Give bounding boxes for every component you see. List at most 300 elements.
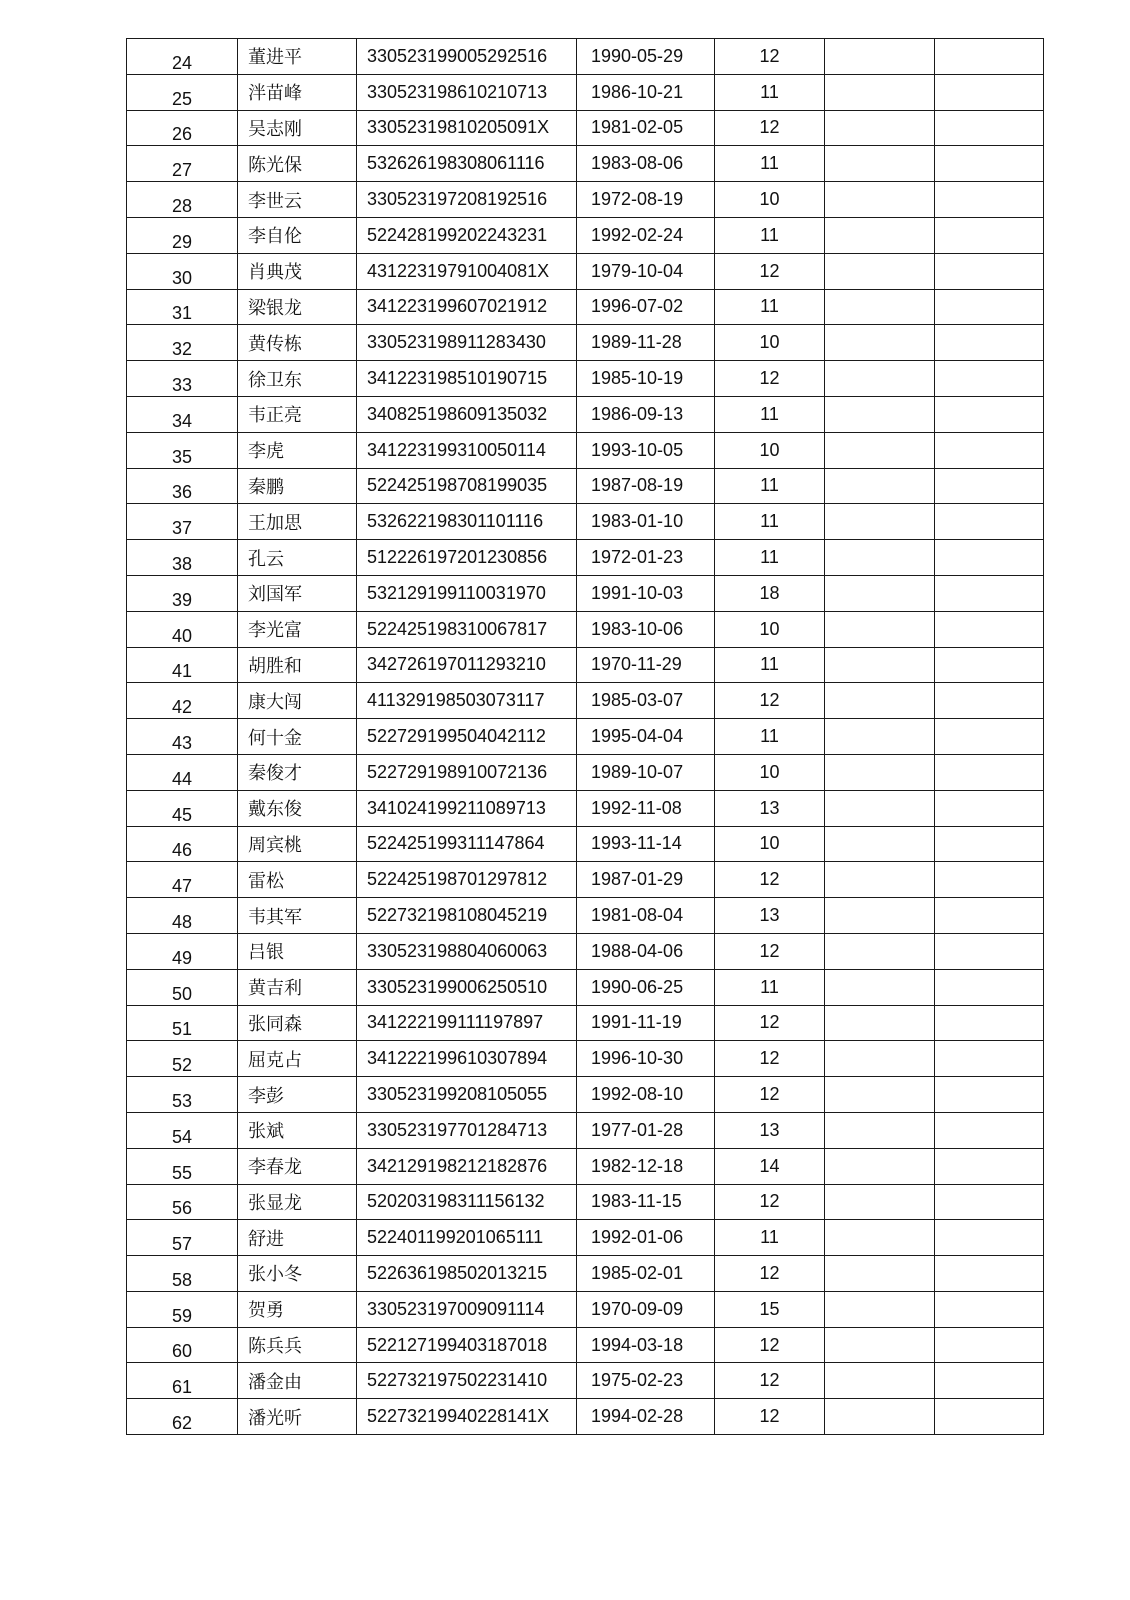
birth-date: 1970-11-29 bbox=[577, 647, 715, 683]
birth-date: 1996-07-02 bbox=[577, 289, 715, 325]
person-name: 李虎 bbox=[238, 432, 357, 468]
count-value: 12 bbox=[715, 933, 825, 969]
blank-cell-7 bbox=[935, 39, 1044, 75]
table-row bbox=[127, 898, 1044, 934]
birth-date: 1983-11-15 bbox=[577, 1184, 715, 1220]
blank-cell-6 bbox=[825, 253, 935, 289]
table-row bbox=[127, 647, 1044, 683]
birth-date: 1986-09-13 bbox=[577, 396, 715, 432]
row-number: 42 bbox=[127, 683, 238, 719]
id-number: 512226197201230856 bbox=[357, 540, 577, 576]
blank-cell-7 bbox=[935, 217, 1044, 253]
count-value: 10 bbox=[715, 826, 825, 862]
blank-cell-7 bbox=[935, 898, 1044, 934]
row-number: 57 bbox=[127, 1220, 238, 1256]
row-number: 27 bbox=[127, 146, 238, 182]
row-number: 49 bbox=[127, 933, 238, 969]
blank-cell-7 bbox=[935, 289, 1044, 325]
id-number: 330523199208105055 bbox=[357, 1077, 577, 1113]
table-row bbox=[127, 1112, 1044, 1148]
person-name: 张显龙 bbox=[238, 1184, 357, 1220]
count-value: 10 bbox=[715, 182, 825, 218]
birth-date: 1995-04-04 bbox=[577, 719, 715, 755]
count-value: 12 bbox=[715, 1399, 825, 1435]
blank-cell-7 bbox=[935, 74, 1044, 110]
table-row bbox=[127, 182, 1044, 218]
row-number: 26 bbox=[127, 110, 238, 146]
person-name: 李春龙 bbox=[238, 1148, 357, 1184]
table-row bbox=[127, 1327, 1044, 1363]
id-number: 341223199310050114 bbox=[357, 432, 577, 468]
blank-cell-7 bbox=[935, 1184, 1044, 1220]
table-row bbox=[127, 1291, 1044, 1327]
blank-cell-7 bbox=[935, 432, 1044, 468]
id-number: 330523199006250510 bbox=[357, 969, 577, 1005]
birth-date: 1977-01-28 bbox=[577, 1112, 715, 1148]
blank-cell-6 bbox=[825, 540, 935, 576]
table-row bbox=[127, 719, 1044, 755]
row-number: 43 bbox=[127, 719, 238, 755]
count-value: 14 bbox=[715, 1148, 825, 1184]
count-value: 11 bbox=[715, 146, 825, 182]
row-number: 36 bbox=[127, 468, 238, 504]
blank-cell-6 bbox=[825, 1041, 935, 1077]
blank-cell-6 bbox=[825, 826, 935, 862]
roster-table bbox=[126, 38, 1044, 1435]
count-value: 18 bbox=[715, 575, 825, 611]
person-name: 何十金 bbox=[238, 719, 357, 755]
person-name: 舒进 bbox=[238, 1220, 357, 1256]
birth-date: 1987-08-19 bbox=[577, 468, 715, 504]
row-number: 33 bbox=[127, 361, 238, 397]
birth-date: 1989-11-28 bbox=[577, 325, 715, 361]
blank-cell-7 bbox=[935, 253, 1044, 289]
count-value: 11 bbox=[715, 647, 825, 683]
table-row bbox=[127, 969, 1044, 1005]
id-number: 520203198311156132 bbox=[357, 1184, 577, 1220]
row-number: 46 bbox=[127, 826, 238, 862]
blank-cell-6 bbox=[825, 647, 935, 683]
blank-cell-6 bbox=[825, 1148, 935, 1184]
birth-date: 1990-05-29 bbox=[577, 39, 715, 75]
table-row bbox=[127, 325, 1044, 361]
birth-date: 1988-04-06 bbox=[577, 933, 715, 969]
birth-date: 1993-11-14 bbox=[577, 826, 715, 862]
count-value: 10 bbox=[715, 611, 825, 647]
table-row bbox=[127, 39, 1044, 75]
table-row bbox=[127, 1184, 1044, 1220]
row-number: 29 bbox=[127, 217, 238, 253]
blank-cell-7 bbox=[935, 1220, 1044, 1256]
id-number: 342129198212182876 bbox=[357, 1148, 577, 1184]
blank-cell-6 bbox=[825, 396, 935, 432]
count-value: 13 bbox=[715, 898, 825, 934]
blank-cell-6 bbox=[825, 790, 935, 826]
count-value: 11 bbox=[715, 468, 825, 504]
blank-cell-7 bbox=[935, 754, 1044, 790]
birth-date: 1989-10-07 bbox=[577, 754, 715, 790]
person-name: 李自伦 bbox=[238, 217, 357, 253]
person-name: 泮苗峰 bbox=[238, 74, 357, 110]
id-number: 522428199202243231 bbox=[357, 217, 577, 253]
table-row bbox=[127, 504, 1044, 540]
count-value: 12 bbox=[715, 1041, 825, 1077]
id-number: 522127199403187018 bbox=[357, 1327, 577, 1363]
blank-cell-6 bbox=[825, 611, 935, 647]
table-row bbox=[127, 683, 1044, 719]
id-number: 330523197701284713 bbox=[357, 1112, 577, 1148]
count-value: 12 bbox=[715, 361, 825, 397]
birth-date: 1996-10-30 bbox=[577, 1041, 715, 1077]
count-value: 10 bbox=[715, 754, 825, 790]
person-name: 康大闯 bbox=[238, 683, 357, 719]
blank-cell-7 bbox=[935, 1005, 1044, 1041]
person-name: 黄传栋 bbox=[238, 325, 357, 361]
row-number: 55 bbox=[127, 1148, 238, 1184]
birth-date: 1994-03-18 bbox=[577, 1327, 715, 1363]
blank-cell-7 bbox=[935, 325, 1044, 361]
person-name: 韦其军 bbox=[238, 898, 357, 934]
blank-cell-6 bbox=[825, 1184, 935, 1220]
birth-date: 1981-02-05 bbox=[577, 110, 715, 146]
row-number: 31 bbox=[127, 289, 238, 325]
birth-date: 1985-10-19 bbox=[577, 361, 715, 397]
birth-date: 1981-08-04 bbox=[577, 898, 715, 934]
row-number: 45 bbox=[127, 790, 238, 826]
table-row bbox=[127, 289, 1044, 325]
row-number: 37 bbox=[127, 504, 238, 540]
table-row bbox=[127, 754, 1044, 790]
row-number: 35 bbox=[127, 432, 238, 468]
person-name: 屈克占 bbox=[238, 1041, 357, 1077]
person-name: 韦正亮 bbox=[238, 396, 357, 432]
person-name: 刘国军 bbox=[238, 575, 357, 611]
id-number: 330523199005292516 bbox=[357, 39, 577, 75]
person-name: 秦俊才 bbox=[238, 754, 357, 790]
row-number: 28 bbox=[127, 182, 238, 218]
count-value: 12 bbox=[715, 1363, 825, 1399]
count-value: 12 bbox=[715, 1327, 825, 1363]
id-number: 522729199504042112 bbox=[357, 719, 577, 755]
blank-cell-7 bbox=[935, 1077, 1044, 1113]
table-row bbox=[127, 1077, 1044, 1113]
person-name: 张斌 bbox=[238, 1112, 357, 1148]
blank-cell-7 bbox=[935, 647, 1044, 683]
count-value: 13 bbox=[715, 1112, 825, 1148]
table-row bbox=[127, 611, 1044, 647]
blank-cell-6 bbox=[825, 683, 935, 719]
blank-cell-6 bbox=[825, 1363, 935, 1399]
birth-date: 1992-11-08 bbox=[577, 790, 715, 826]
blank-cell-7 bbox=[935, 826, 1044, 862]
birth-date: 1986-10-21 bbox=[577, 74, 715, 110]
birth-date: 1991-11-19 bbox=[577, 1005, 715, 1041]
birth-date: 1983-10-06 bbox=[577, 611, 715, 647]
person-name: 秦鹏 bbox=[238, 468, 357, 504]
birth-date: 1979-10-04 bbox=[577, 253, 715, 289]
blank-cell-7 bbox=[935, 969, 1044, 1005]
blank-cell-7 bbox=[935, 540, 1044, 576]
blank-cell-7 bbox=[935, 504, 1044, 540]
blank-cell-6 bbox=[825, 1291, 935, 1327]
blank-cell-7 bbox=[935, 933, 1044, 969]
count-value: 11 bbox=[715, 1220, 825, 1256]
count-value: 12 bbox=[715, 1077, 825, 1113]
blank-cell-7 bbox=[935, 790, 1044, 826]
id-number: 342726197011293210 bbox=[357, 647, 577, 683]
id-number: 330523197208192516 bbox=[357, 182, 577, 218]
birth-date: 1985-03-07 bbox=[577, 683, 715, 719]
person-name: 张同森 bbox=[238, 1005, 357, 1041]
row-number: 41 bbox=[127, 647, 238, 683]
person-name: 徐卫东 bbox=[238, 361, 357, 397]
count-value: 10 bbox=[715, 325, 825, 361]
blank-cell-6 bbox=[825, 110, 935, 146]
person-name: 李光富 bbox=[238, 611, 357, 647]
id-number: 522425198708199035 bbox=[357, 468, 577, 504]
blank-cell-6 bbox=[825, 933, 935, 969]
person-name: 董进平 bbox=[238, 39, 357, 75]
blank-cell-6 bbox=[825, 1327, 935, 1363]
blank-cell-7 bbox=[935, 1112, 1044, 1148]
id-number: 532626198308061116 bbox=[357, 146, 577, 182]
table-row bbox=[127, 862, 1044, 898]
row-number: 58 bbox=[127, 1256, 238, 1292]
person-name: 吕银 bbox=[238, 933, 357, 969]
birth-date: 1993-10-05 bbox=[577, 432, 715, 468]
id-number: 341024199211089713 bbox=[357, 790, 577, 826]
count-value: 12 bbox=[715, 39, 825, 75]
table-row bbox=[127, 575, 1044, 611]
birth-date: 1992-08-10 bbox=[577, 1077, 715, 1113]
person-name: 戴东俊 bbox=[238, 790, 357, 826]
blank-cell-6 bbox=[825, 182, 935, 218]
blank-cell-7 bbox=[935, 468, 1044, 504]
person-name: 雷松 bbox=[238, 862, 357, 898]
birth-date: 1992-02-24 bbox=[577, 217, 715, 253]
table-row bbox=[127, 432, 1044, 468]
birth-date: 1991-10-03 bbox=[577, 575, 715, 611]
id-number: 522401199201065111 bbox=[357, 1220, 577, 1256]
blank-cell-7 bbox=[935, 862, 1044, 898]
count-value: 10 bbox=[715, 432, 825, 468]
blank-cell-6 bbox=[825, 39, 935, 75]
person-name: 肖典茂 bbox=[238, 253, 357, 289]
person-name: 孔云 bbox=[238, 540, 357, 576]
id-number: 341223198510190715 bbox=[357, 361, 577, 397]
count-value: 12 bbox=[715, 683, 825, 719]
row-number: 52 bbox=[127, 1041, 238, 1077]
count-value: 13 bbox=[715, 790, 825, 826]
birth-date: 1987-01-29 bbox=[577, 862, 715, 898]
blank-cell-6 bbox=[825, 1005, 935, 1041]
birth-date: 1985-02-01 bbox=[577, 1256, 715, 1292]
blank-cell-7 bbox=[935, 1363, 1044, 1399]
row-number: 61 bbox=[127, 1363, 238, 1399]
birth-date: 1994-02-28 bbox=[577, 1399, 715, 1435]
table-row bbox=[127, 110, 1044, 146]
id-number: 330523197009091114 bbox=[357, 1291, 577, 1327]
count-value: 12 bbox=[715, 1184, 825, 1220]
blank-cell-7 bbox=[935, 1399, 1044, 1435]
birth-date: 1990-06-25 bbox=[577, 969, 715, 1005]
roster-table-body bbox=[127, 39, 1044, 1435]
birth-date: 1983-01-10 bbox=[577, 504, 715, 540]
person-name: 贺勇 bbox=[238, 1291, 357, 1327]
table-row bbox=[127, 1005, 1044, 1041]
table-row bbox=[127, 1220, 1044, 1256]
blank-cell-6 bbox=[825, 432, 935, 468]
table-row bbox=[127, 1256, 1044, 1292]
row-number: 53 bbox=[127, 1077, 238, 1113]
row-number: 62 bbox=[127, 1399, 238, 1435]
blank-cell-6 bbox=[825, 1256, 935, 1292]
blank-cell-7 bbox=[935, 575, 1044, 611]
id-number: 411329198503073117 bbox=[357, 683, 577, 719]
id-number: 522425198310067817 bbox=[357, 611, 577, 647]
id-number: 522732197502231410 bbox=[357, 1363, 577, 1399]
table-row bbox=[127, 790, 1044, 826]
count-value: 11 bbox=[715, 74, 825, 110]
count-value: 11 bbox=[715, 540, 825, 576]
table-row bbox=[127, 933, 1044, 969]
person-name: 胡胜和 bbox=[238, 647, 357, 683]
table-row bbox=[127, 1399, 1044, 1435]
birth-date: 1992-01-06 bbox=[577, 1220, 715, 1256]
blank-cell-7 bbox=[935, 361, 1044, 397]
birth-date: 1975-02-23 bbox=[577, 1363, 715, 1399]
table-row bbox=[127, 1363, 1044, 1399]
row-number: 60 bbox=[127, 1327, 238, 1363]
count-value: 11 bbox=[715, 719, 825, 755]
blank-cell-7 bbox=[935, 1148, 1044, 1184]
blank-cell-6 bbox=[825, 217, 935, 253]
count-value: 12 bbox=[715, 1005, 825, 1041]
person-name: 周宾桃 bbox=[238, 826, 357, 862]
blank-cell-6 bbox=[825, 1220, 935, 1256]
count-value: 11 bbox=[715, 217, 825, 253]
id-number: 341222199111197897 bbox=[357, 1005, 577, 1041]
table-row bbox=[127, 74, 1044, 110]
id-number: 341223199607021912 bbox=[357, 289, 577, 325]
table-row bbox=[127, 1148, 1044, 1184]
person-name: 潘金由 bbox=[238, 1363, 357, 1399]
id-number: 522732198108045219 bbox=[357, 898, 577, 934]
table-row bbox=[127, 468, 1044, 504]
id-number: 330523198610210713 bbox=[357, 74, 577, 110]
row-number: 44 bbox=[127, 754, 238, 790]
id-number: 522425198701297812 bbox=[357, 862, 577, 898]
birth-date: 1972-08-19 bbox=[577, 182, 715, 218]
count-value: 11 bbox=[715, 289, 825, 325]
row-number: 32 bbox=[127, 325, 238, 361]
row-number: 40 bbox=[127, 611, 238, 647]
person-name: 陈兵兵 bbox=[238, 1327, 357, 1363]
table-row bbox=[127, 1041, 1044, 1077]
id-number: 52273219940228141X bbox=[357, 1399, 577, 1435]
blank-cell-6 bbox=[825, 1112, 935, 1148]
blank-cell-6 bbox=[825, 1077, 935, 1113]
row-number: 30 bbox=[127, 253, 238, 289]
blank-cell-6 bbox=[825, 361, 935, 397]
person-name: 王加思 bbox=[238, 504, 357, 540]
birth-date: 1972-01-23 bbox=[577, 540, 715, 576]
table-row bbox=[127, 540, 1044, 576]
person-name: 李世云 bbox=[238, 182, 357, 218]
blank-cell-6 bbox=[825, 1399, 935, 1435]
id-number: 330523198911283430 bbox=[357, 325, 577, 361]
table-row bbox=[127, 253, 1044, 289]
id-number: 522729198910072136 bbox=[357, 754, 577, 790]
row-number: 54 bbox=[127, 1112, 238, 1148]
row-number: 34 bbox=[127, 396, 238, 432]
table-row bbox=[127, 146, 1044, 182]
person-name: 张小冬 bbox=[238, 1256, 357, 1292]
count-value: 11 bbox=[715, 396, 825, 432]
birth-date: 1970-09-09 bbox=[577, 1291, 715, 1327]
blank-cell-7 bbox=[935, 146, 1044, 182]
id-number: 532622198301101116 bbox=[357, 504, 577, 540]
blank-cell-6 bbox=[825, 468, 935, 504]
blank-cell-6 bbox=[825, 862, 935, 898]
row-number: 48 bbox=[127, 898, 238, 934]
count-value: 12 bbox=[715, 862, 825, 898]
person-name: 吴志刚 bbox=[238, 110, 357, 146]
row-number: 39 bbox=[127, 575, 238, 611]
row-number: 50 bbox=[127, 969, 238, 1005]
count-value: 15 bbox=[715, 1291, 825, 1327]
blank-cell-7 bbox=[935, 182, 1044, 218]
blank-cell-6 bbox=[825, 575, 935, 611]
id-number: 43122319791004081X bbox=[357, 253, 577, 289]
blank-cell-7 bbox=[935, 1256, 1044, 1292]
birth-date: 1982-12-18 bbox=[577, 1148, 715, 1184]
id-number: 341222199610307894 bbox=[357, 1041, 577, 1077]
row-number: 24 bbox=[127, 39, 238, 75]
count-value: 11 bbox=[715, 969, 825, 1005]
row-number: 38 bbox=[127, 540, 238, 576]
blank-cell-7 bbox=[935, 719, 1044, 755]
blank-cell-7 bbox=[935, 1327, 1044, 1363]
row-number: 51 bbox=[127, 1005, 238, 1041]
table-row bbox=[127, 217, 1044, 253]
blank-cell-6 bbox=[825, 74, 935, 110]
blank-cell-7 bbox=[935, 683, 1044, 719]
row-number: 56 bbox=[127, 1184, 238, 1220]
blank-cell-6 bbox=[825, 325, 935, 361]
id-number: 522636198502013215 bbox=[357, 1256, 577, 1292]
blank-cell-7 bbox=[935, 1041, 1044, 1077]
id-number: 340825198609135032 bbox=[357, 396, 577, 432]
blank-cell-6 bbox=[825, 969, 935, 1005]
person-name: 潘光听 bbox=[238, 1399, 357, 1435]
blank-cell-6 bbox=[825, 146, 935, 182]
person-name: 黄吉利 bbox=[238, 969, 357, 1005]
person-name: 梁银龙 bbox=[238, 289, 357, 325]
id-number: 522425199311147864 bbox=[357, 826, 577, 862]
blank-cell-7 bbox=[935, 611, 1044, 647]
row-number: 47 bbox=[127, 862, 238, 898]
blank-cell-7 bbox=[935, 110, 1044, 146]
count-value: 12 bbox=[715, 1256, 825, 1292]
count-value: 12 bbox=[715, 253, 825, 289]
blank-cell-6 bbox=[825, 754, 935, 790]
blank-cell-6 bbox=[825, 719, 935, 755]
blank-cell-6 bbox=[825, 504, 935, 540]
blank-cell-7 bbox=[935, 396, 1044, 432]
table-row bbox=[127, 361, 1044, 397]
blank-cell-6 bbox=[825, 289, 935, 325]
